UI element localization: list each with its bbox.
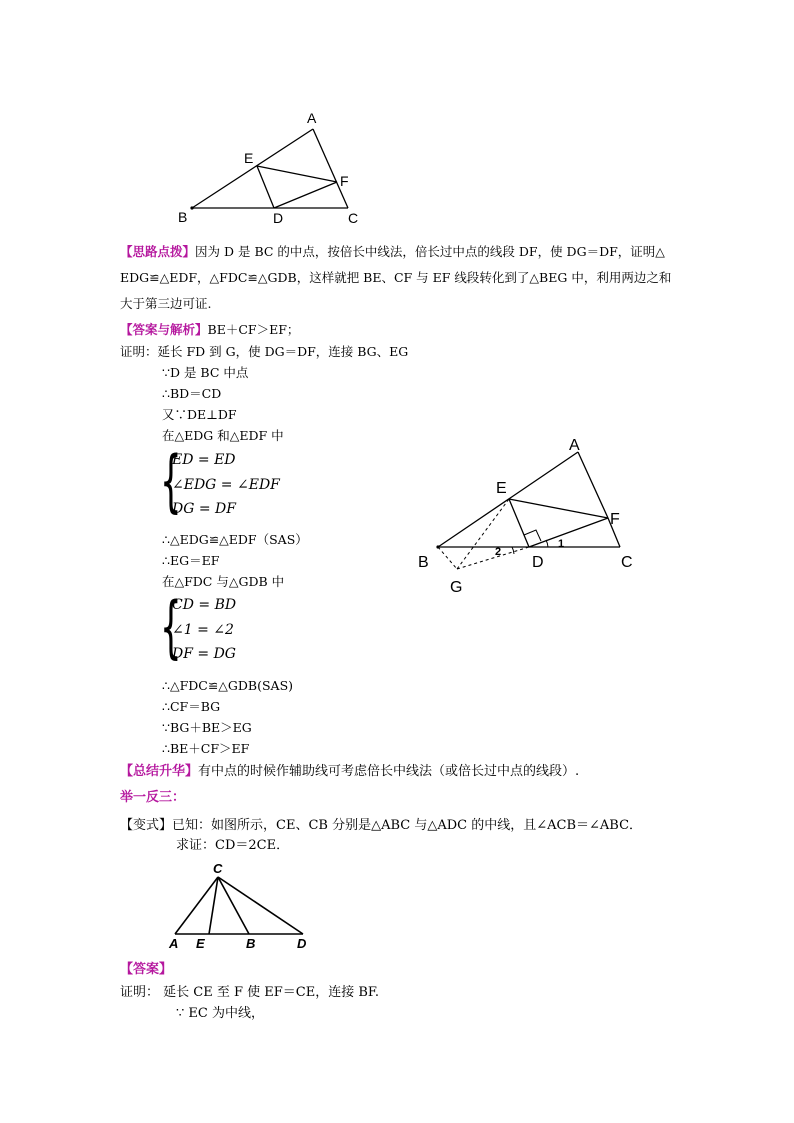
system-1-row: ED = ED bbox=[172, 452, 236, 468]
proof-step: ∵D 是 BC 中点 bbox=[162, 365, 249, 380]
answer2-tag: 【答案】 bbox=[120, 962, 173, 977]
system-brace-2: { bbox=[160, 588, 182, 667]
label-angle-1: 1 bbox=[558, 538, 565, 550]
label-angle-2: 2 bbox=[495, 546, 502, 558]
answer-text: BE＋CF＞EF； bbox=[207, 322, 300, 337]
label-E: E bbox=[496, 480, 507, 497]
answer2-line-1: 证明： 延长 CE 至 F 使 EF＝CE，连接 BF. bbox=[120, 985, 380, 1000]
label-C: C bbox=[213, 861, 223, 876]
hint-line-1 bbox=[120, 242, 665, 262]
label-E: E bbox=[196, 936, 205, 951]
label-D: D bbox=[273, 210, 284, 226]
summary-text: 有中点的时候作辅助线可考虑倍长中线法（或倍长过中点的线段）. bbox=[198, 764, 580, 779]
hint-tag: 【思路点拨】 bbox=[120, 244, 196, 259]
proof-step: ∴CF＝BG bbox=[162, 699, 221, 714]
label-D: D bbox=[297, 936, 307, 951]
proof-step: ∴EG＝EF bbox=[162, 553, 220, 568]
label-A: A bbox=[169, 936, 179, 951]
answer-tag: 【答案与解析】 bbox=[120, 322, 208, 337]
label-D: D bbox=[532, 554, 544, 571]
system-2-row: CD = BD bbox=[172, 597, 237, 613]
figure-triangle-2 bbox=[410, 430, 650, 600]
proof-step: 又∵DE⊥DF bbox=[162, 407, 237, 422]
proof-step: ∴△EDG≌△EDF（SAS） bbox=[162, 532, 308, 547]
label-B: B bbox=[418, 554, 429, 571]
proof-step: 在△EDG 和△EDF 中 bbox=[162, 428, 284, 443]
label-C: C bbox=[621, 554, 633, 571]
practice-heading: 举一反三： bbox=[120, 790, 186, 805]
proof-step: 在△FDC 与△GDB 中 bbox=[162, 574, 285, 589]
hint-line-2: EDG≌△EDF，△FDC≌△GDB，这样就把 BE、CF 与 EF 线段转化到了△BEG 中，利用两边之和 bbox=[120, 270, 672, 285]
label-G: G bbox=[450, 579, 463, 596]
variant-line-1 bbox=[120, 816, 642, 836]
variant-text-1: 已知：如图所示，CE、CB 分别是△ABC 与△ADC 的中线，且∠ACB＝∠ABC． bbox=[172, 818, 643, 833]
system-2-row: ∠1 = ∠2 bbox=[172, 622, 234, 638]
figure-triangle-3 bbox=[165, 858, 315, 953]
figure-triangle-1 bbox=[170, 105, 370, 230]
proof-step: ∵BG＋BE＞EG bbox=[162, 720, 252, 735]
label-F: F bbox=[340, 173, 349, 189]
label-F: F bbox=[610, 511, 620, 528]
hint-line-3: 大于第三边可证. bbox=[120, 296, 212, 311]
variant-tag: 【变式】 bbox=[120, 818, 173, 833]
system-brace-1: { bbox=[160, 442, 182, 521]
system-1-row: ∠EDG = ∠EDF bbox=[172, 477, 280, 493]
proof-step: ∴BE＋CF＞EF bbox=[162, 741, 250, 756]
proof-intro: 证明：延长 FD 到 G，使 DG＝DF，连接 BG、EG bbox=[120, 344, 409, 359]
label-A: A bbox=[569, 437, 580, 454]
system-1-row: DG = DF bbox=[172, 501, 236, 517]
label-E: E bbox=[244, 150, 254, 166]
answer-heading bbox=[120, 320, 299, 340]
proof-step: ∴BD＝CD bbox=[162, 386, 222, 401]
proof-step: ∴△FDC≌△GDB(SAS) bbox=[162, 678, 294, 693]
label-C: C bbox=[348, 210, 359, 226]
summary-tag: 【总结升华】 bbox=[120, 764, 199, 779]
system-2-row: DF = DG bbox=[172, 646, 236, 662]
hint-text-1: 因为 D 是 BC 的中点，按倍长中线法，倍长过中点的线段 DF，使 DG＝DF，证明△ bbox=[195, 244, 665, 259]
label-B: B bbox=[178, 209, 188, 225]
answer2-line-2: ∵ EC 为中线， bbox=[176, 1006, 264, 1021]
summary-line bbox=[120, 762, 579, 782]
variant-line-2: 求证：CD＝2CE． bbox=[176, 838, 290, 853]
label-A: A bbox=[307, 110, 317, 126]
label-B: B bbox=[246, 936, 256, 951]
